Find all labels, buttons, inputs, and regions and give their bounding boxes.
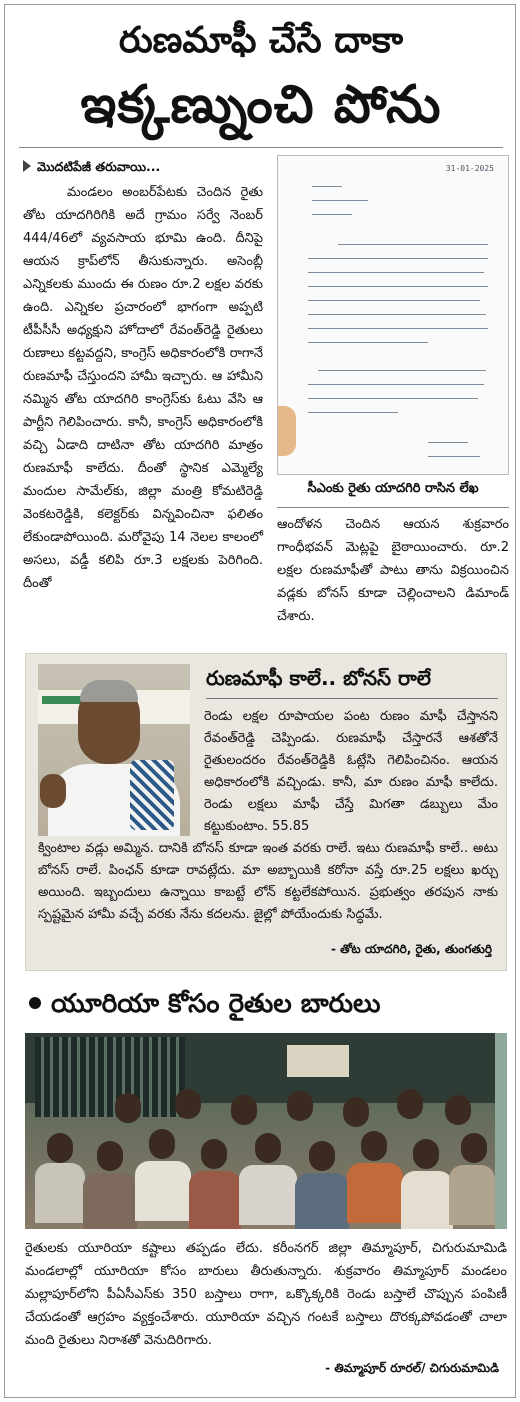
article-paragraph [23,181,263,595]
headline-divider [19,147,503,148]
box-text-bottom: క్వింటాల వడ్లు అమ్మిన. దానికి బోనస్ కూడా ఇంత వరకు రాలే. ఇటు రుణమాఫీ కాలే.. అటు బోనస్ రాలే. పింఛన్ కూడా రావట్లేదు. మా అబ్బాయికి కరోనా వస్తే రూ.25 లక్షలు ఖర్చు అయింది. ఇబ్బందులు ఉన్నాయి కాబట్టే లోన్ కట్టలేకపోయిన. ప్రభుత్వం తరపున నాకు స్పష్టమైన హామీ వచ్చే వరకు నేను కదలను. జైల్లో పోయేందుకు సిద్ధమే. [38,841,498,922]
box-title-divider [206,698,498,699]
box-text-top: రెండు లక్షల రూపాయల పంట రుణం మాఫీ చేస్తానని రేవంత్‌రెడ్డి చెప్పిండు. రుణమాఫీ చేస్తారనే ఆశతోనే రైతులందరం రేవంత్‌రెడ్డికి ఓట్లేసి గెలిపించినం. ఆయన అధికారంలోకి వచ్చిండు. కానీ, మా రుణం మాఫీ కాలేదు. రెండు లక్షలు మాఫీ చేస్తే మిగతా డబ్బులు మేం కట్టుకుంటాం. 55.85 [204,709,498,834]
newspaper-clipping [4,4,516,1398]
article-left-column [23,155,263,595]
article-right-column [277,513,509,628]
box-byline: - తోట యాదగిరి, రైతు, తుంగతుర్తి [330,942,492,956]
second-story-byline: - తిమ్మాపూర్ రూరల్/ చిగురుమామిడి [325,1361,499,1375]
second-story-title-row [29,989,380,1025]
continued-from-front-page [23,155,263,179]
letter-caption: సీఎంకు రైతు యాదగిరి రాసిన లేఖ [307,481,479,496]
caption-divider [277,507,509,508]
headline-line-1: రుణమాఫీ చేసే దాకా [118,20,404,61]
bullet-icon [29,997,41,1009]
farmer-portrait-photo [38,664,190,836]
second-story-text: రైతులకు యూరియా కష్టాలు తప్పడం లేదు. కరీంనగర్ జిల్లా తిమ్మాపూర్, చిగురుమామిడి మండలాల్లో యూరియా కోసం బారులు తీరుతున్నారు. శుక్రవారం తిమ్మాపూర్ మండలం మల్లాపూర్‌లోని పీఏసీఎస్‌కు 350 బస్తాలు రాగా, ఒక్కొక్కరికి రెండు బస్తాలే చొప్పున పంపిణీ చేయడంతో ఆగ్రహం వ్యక్తంచేశారు. యూరియా వచ్చిన గంటకే బస్తాలు దొరక్కపోవడంతో చాలా మంది రైతులు నిరాశతో వెనుదిరిగారు. [25,1241,507,1348]
article-left-text: మండలం అంబర్‌పేటకు చెందిన రైతు తోట యాదగిరిగికి అదే గ్రామం సర్వే నెంబర్ 444/46లో వ్యవసాయ భూమి ఉంది. దీనిపై ఆయన క్రాప్‌లోన్ తీసుకున్నారు. అసెంబ్లీ ఎన్నికలకు ముందు ఈ రుణం రూ.2 లక్షల వరకు ఉంది. ఎన్నికల ప్రచారంలో భాగంగా అప్పటి టీపీసీసీ అధ్యక్షుని హోదాలో రేవంత్‌రెడ్డి రైతులు రుణాలు కట్టవద్దని, కాంగ్రెస్ అధికారంలోకి రాగానే రుణమాఫీ చేస్తుందని హామీ ఇచ్చారు. ఆ హామీని నమ్మిన తోట యాదగిరి కాంగ్రెస్‌కు ఓటు వేసి ఆ పార్టీని గెలిపించారు. కానీ, కాంగ్రెస్ అధికారంలోకి వచ్చి ఏడాది దాటినా తోట యాదగిరి మాత్రం రుణమాఫీ కాలేదు. దీంతో స్థానిక ఎమ్మెల్యే మందుల సామేల్‌కు, జిల్లా మంత్రి కోమటిరెడ్డి వెంకటరెడ్డికి, కలెక్టర్‌కు విన్నవించినా ఫలితం లేకుండాపోయింది. మరోవైపు 14 నెలల కాలంలో అసలు, వడ్డీ కలిపి రూ.3 లక్షలకు పెరిగింది. దీంతో [23,185,263,591]
chevron-right-icon [23,160,31,172]
letter-date: 31-01-2025 [445,164,494,173]
farmer-quote-box [25,653,507,971]
urea-queue-photo [25,1033,507,1229]
second-story-title: యూరియా కోసం రైతుల బారులు [51,989,381,1019]
article-right-text: ఆందోళన చెందిన ఆయన శుక్రవారం గాంధీభవన్ మెట్లపై బైఠాయించారు. రూ.2 లక్షల రుణమాఫీతో పాటు తాను విక్రయించిన వడ్లకు బోనస్ కూడా చెల్లించాలని డిమాండ్ చేశారు. [277,517,509,624]
headline-line-2: ఇక్కణ్నుంచి పోను [80,75,442,135]
continued-label: మొదటిపేజీ తరువాయి... [37,159,161,174]
handwritten-letter-image [277,155,509,475]
box-title: రుణమాఫీ కాలే.. బోనస్ రాలే [206,666,431,690]
